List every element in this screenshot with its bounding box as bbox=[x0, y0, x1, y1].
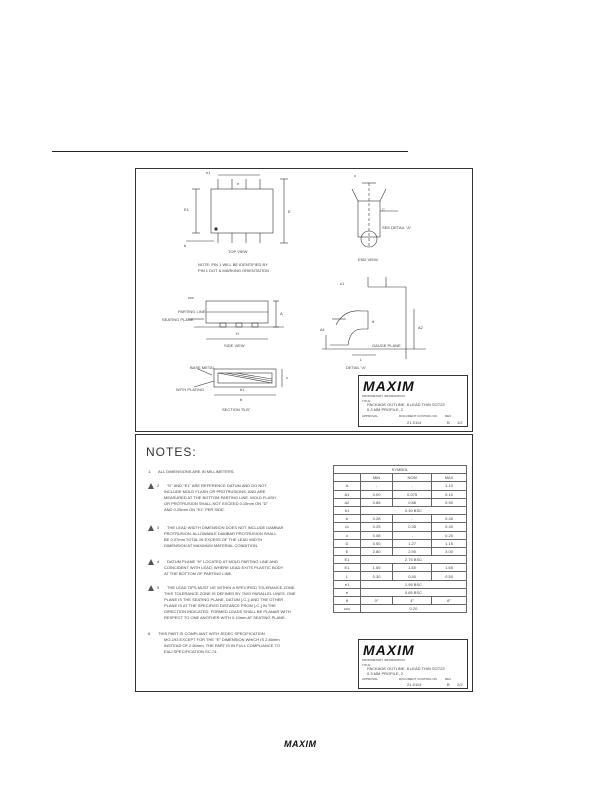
table-cell: 4° bbox=[393, 597, 432, 605]
table-cell: 0.50 bbox=[432, 572, 467, 580]
table-row bbox=[334, 572, 467, 580]
rev-label: REV. bbox=[445, 414, 452, 418]
title-line-2: 0.3 MM PROFILE, 2 bbox=[367, 407, 404, 412]
table-cell: 0° bbox=[360, 597, 392, 605]
table-cell: ccc bbox=[334, 605, 361, 613]
dim-label-a2: A2 bbox=[418, 325, 423, 330]
note-line bbox=[148, 615, 320, 621]
dim-label-theta: θ bbox=[372, 319, 375, 324]
note-text: THE LEAD TIPS MUST LIE WITHIN A SPECIFIED TOLERANCE ZONE. bbox=[167, 585, 296, 591]
side-view-label: SIDE VIEW bbox=[224, 343, 245, 348]
end-view-drawing bbox=[352, 183, 398, 247]
table-row bbox=[334, 498, 467, 506]
table-cell: - bbox=[393, 531, 432, 539]
title-line-1: PACKAGE OUTLINE, 8 LEAD THIN SOT23 bbox=[367, 666, 445, 671]
table-row bbox=[334, 482, 467, 490]
title-block-sheet-2 bbox=[358, 639, 468, 689]
table-cell: 0.90 bbox=[432, 498, 467, 506]
table-cell: A bbox=[334, 482, 361, 490]
table-cell: 0.45 bbox=[432, 515, 467, 523]
doc-control-label: DOCUMENT CONTROL NO. bbox=[399, 414, 438, 418]
table-cell: 2.90 bbox=[393, 547, 432, 555]
end-view-label: END VIEW bbox=[358, 257, 378, 262]
note-text: "D" AND "E1" ARE REFERENCE DATUM AND DO NOT bbox=[167, 483, 267, 489]
note-text: RESPECT TO ONE ANOTHER WITH 0.10mm AT SEATING PLANE. bbox=[164, 615, 286, 621]
table-row bbox=[334, 580, 467, 588]
note-number: 2 bbox=[157, 483, 160, 489]
note-text: MEASURED AT THE BOTTOM PARTING LINE. MOLD FLASH bbox=[164, 495, 276, 501]
table-cell: 0.35 bbox=[393, 523, 432, 531]
doc-control-label: DOCUMENT CONTROL NO. bbox=[399, 677, 438, 681]
table-cell: L bbox=[334, 572, 361, 580]
see-detail-a-label: SEE DETAIL "A" bbox=[382, 225, 412, 230]
base-metal-label: BASE METAL bbox=[190, 365, 215, 370]
top-view-label: TOP VIEW bbox=[228, 249, 248, 254]
note-text: THIS TOLERANCE ZONE IS DEFINED BY TWO PARALLEL LINES. ONE bbox=[164, 591, 296, 597]
note-line bbox=[148, 469, 320, 475]
table-cell: 0.40 bbox=[393, 572, 432, 580]
note-text: THIS PART IS COMPLIANT WITH JEDEC SPECIFICATION bbox=[158, 631, 265, 636]
note-text: AT THE BOTTOM OF PARTING LINE. bbox=[164, 571, 233, 577]
maxim-logo: MAXIM bbox=[363, 378, 415, 394]
table-cell: - bbox=[393, 482, 432, 490]
note-text: DIRECTION INDICATED. FORMED LEADS SHALL BE PLANAR WITH bbox=[164, 609, 291, 615]
dim-label-b: b bbox=[184, 243, 187, 248]
note-number: 4 bbox=[157, 559, 160, 565]
with-plating-label: WITH PLATING bbox=[176, 387, 205, 392]
table-cell: c bbox=[334, 531, 361, 539]
note-text: INCLUDE MOLD FLASH OR PROTRUSIONS, AND ARE bbox=[164, 489, 266, 495]
table-row bbox=[334, 539, 467, 547]
table-cell: 1.65 bbox=[432, 564, 467, 572]
dim-label-e-pitch: e bbox=[237, 181, 240, 186]
dim-label-b1: b1 bbox=[240, 387, 245, 392]
table-cell: 1.10 bbox=[432, 482, 467, 490]
title-line-1: PACKAGE OUTLINE, 8 LEAD THIN SOT23 bbox=[367, 402, 445, 407]
table-cell: c1 bbox=[334, 523, 361, 531]
proprietary-label: PROPRIETARY INFORMATION bbox=[362, 394, 405, 398]
pin1-note-line1: NOTE: PIN 1 WILL BE IDENTIFIED BY bbox=[198, 262, 268, 267]
table-cell: 1.95 BSC bbox=[360, 580, 466, 588]
note-text: PROTRUSION. ALLOWABLE DAMBAR PROTRUSION SHALL bbox=[164, 531, 277, 537]
proprietary-label: PROPRIETARY INFORMATION bbox=[362, 658, 405, 662]
detail-a-label: DETAIL "A" bbox=[346, 365, 367, 370]
table-cell: 0.65 BSC bbox=[360, 588, 466, 596]
title-line-2: 0.3 MM PROFILE, 2 bbox=[367, 671, 404, 676]
dim-label-e1-pitch: e1 bbox=[206, 170, 211, 175]
note-line bbox=[148, 571, 320, 577]
section-bb-label: SECTION "B-B" bbox=[222, 407, 251, 412]
note-line bbox=[148, 649, 320, 655]
table-cell: 0.50 bbox=[360, 539, 392, 547]
note-text: OR PROTRUSION SHALL NOT EXCEED 0.15mm ON "D" bbox=[164, 501, 268, 507]
note-text: ALL DIMENSIONS ARE IN MILLIMETERS. bbox=[158, 469, 235, 474]
note-item bbox=[148, 631, 320, 655]
table-cell: 2.75 BSC bbox=[360, 556, 466, 564]
dim-label-c-section: c bbox=[286, 375, 288, 380]
pin1-note-line2: PIN 1 DOT & MARKING ORIENTATION bbox=[198, 268, 269, 273]
datum-h-label: H bbox=[236, 331, 239, 336]
note-item bbox=[148, 585, 320, 621]
table-cell: 0.28 bbox=[360, 515, 392, 523]
table-header bbox=[334, 474, 361, 482]
approval-label: APPROVAL bbox=[362, 414, 378, 418]
approval-label: APPROVAL bbox=[362, 677, 378, 681]
title-label: TITLE: bbox=[362, 663, 372, 667]
dim-label-a: A bbox=[280, 311, 283, 316]
notes-title: NOTES: bbox=[146, 445, 197, 459]
table-cell: e1 bbox=[334, 580, 361, 588]
rev-value: B bbox=[447, 682, 450, 687]
note-number: 1. bbox=[148, 469, 152, 474]
table-header: MIN bbox=[360, 474, 392, 482]
note-text: PLANE IS THE SEATING PLANE, DATUM [-C-]; AND THE OTHER bbox=[164, 597, 284, 603]
table-row bbox=[334, 564, 467, 572]
table-cell: 0.25 bbox=[360, 523, 392, 531]
note-line bbox=[148, 507, 320, 513]
note-number: 3 bbox=[157, 525, 160, 531]
table-cell: 0.00 bbox=[360, 490, 392, 498]
table-cell: E1 bbox=[334, 564, 361, 572]
table-row bbox=[334, 531, 467, 539]
table-cell: 0.10 bbox=[432, 490, 467, 498]
table-row bbox=[334, 515, 467, 523]
note-number: 5 bbox=[157, 585, 160, 591]
rev-label: REV. bbox=[445, 677, 452, 681]
table-cell: 0.30 BSC bbox=[360, 506, 466, 514]
table-cell: A2 bbox=[334, 498, 361, 506]
table-row bbox=[334, 605, 467, 613]
note-text: PLANE IS AT THE SPECIFIED DISTANCE FROM [-C-] IN THE bbox=[164, 603, 276, 609]
table-cell: b1 bbox=[334, 506, 361, 514]
rev-value: B bbox=[447, 420, 450, 425]
table-cell: 0.85 bbox=[360, 498, 392, 506]
table-cell: - bbox=[360, 482, 392, 490]
package-drawing-sheet-1 bbox=[135, 168, 473, 432]
table-cell: 1.55 bbox=[360, 564, 392, 572]
dim-label-l: L bbox=[360, 357, 363, 362]
table-cell: 0.075 bbox=[393, 490, 432, 498]
table-row bbox=[334, 523, 467, 531]
table-cell: θ bbox=[334, 597, 361, 605]
note-text: AND 0.25mm ON "E1" PER SIDE. bbox=[164, 507, 225, 513]
table-cell: 3.00 bbox=[432, 547, 467, 555]
table-row bbox=[334, 490, 467, 498]
note-item bbox=[148, 469, 320, 475]
dim-label-c: c bbox=[354, 173, 356, 178]
note-text: THE LEAD WIDTH DIMENSION DOES NOT INCLUDE DAMBAR bbox=[167, 525, 284, 531]
table-cell: 0.20 bbox=[360, 605, 466, 613]
table-cell: b bbox=[334, 515, 361, 523]
table-cell: E bbox=[334, 547, 361, 555]
gauge-plane-label: GAUGE PLANE bbox=[372, 343, 401, 348]
table-header: NOM bbox=[393, 474, 432, 482]
title-label: TITLE: bbox=[362, 399, 372, 403]
section-bb-drawing bbox=[194, 369, 282, 395]
sheet-number: 1/2 bbox=[457, 420, 463, 425]
table-cell: - bbox=[393, 515, 432, 523]
table-header: MAX bbox=[432, 474, 467, 482]
table-cell: 0.88 bbox=[393, 498, 432, 506]
note-number: 6. bbox=[148, 631, 152, 636]
table-row bbox=[334, 506, 467, 514]
note-text: INSTEAD OF 2.60mm. THE PART IS IN FULL COMPLIANCE TO bbox=[164, 643, 280, 648]
table-cell: A1 bbox=[334, 490, 361, 498]
note-item bbox=[148, 559, 320, 577]
table-cell: 0.20 bbox=[432, 531, 467, 539]
table-cell: 0.08 bbox=[360, 531, 392, 539]
parting-line-label: PARTING LINE bbox=[178, 309, 206, 314]
table-cell: D bbox=[334, 539, 361, 547]
table-cell: 1.15 bbox=[432, 539, 467, 547]
table-cell: e bbox=[334, 588, 361, 596]
seating-plane-label: SEATING PLANE bbox=[162, 317, 194, 322]
note-text: MO-193 EXCEPT FOR THE "E" DIMENSION WHICH IS 2.80mm bbox=[164, 637, 280, 642]
doc-number: 21-0114 bbox=[407, 682, 422, 687]
table-row bbox=[334, 588, 467, 596]
note-item bbox=[148, 525, 320, 549]
table-row bbox=[334, 597, 467, 605]
package-notes-sheet-2 bbox=[135, 434, 473, 692]
table-cell: E1 bbox=[334, 556, 361, 564]
dim-label-c1: c1 bbox=[340, 281, 345, 286]
maxim-logo: MAXIM bbox=[363, 642, 415, 658]
sheet-number: 2/2 bbox=[457, 682, 463, 687]
footer-maxim-logo: MAXIM bbox=[284, 739, 317, 749]
note-text: EIAJ SPECIFICATION SC-74. bbox=[164, 649, 218, 654]
doc-number: 21-0114 bbox=[407, 420, 422, 425]
table-cell: 1.60 bbox=[393, 564, 432, 572]
table-row bbox=[334, 556, 467, 564]
dim-label-ccc: ccc bbox=[188, 295, 194, 300]
dim-label-a1: A1 bbox=[320, 327, 325, 332]
dim-label-b-section: b bbox=[240, 397, 243, 402]
table-cell: 2.80 bbox=[360, 547, 392, 555]
table-cell: 0.40 bbox=[432, 523, 467, 531]
table-caption: SYMBOL bbox=[334, 466, 467, 474]
note-text: BE 0.07mm TOTAL IN EXCESS OF THE LEAD WIDTH bbox=[164, 537, 263, 543]
dim-label-e1: E1 bbox=[184, 207, 189, 212]
table-cell: 8° bbox=[432, 597, 467, 605]
dimension-table bbox=[333, 465, 467, 613]
note-text: DATUM PLANE "H" LOCATED AT MOLD PARTING LINE AND bbox=[167, 559, 278, 565]
table-cell: 0.30 bbox=[360, 572, 392, 580]
title-block-sheet-1 bbox=[358, 375, 468, 427]
datum-c-label: C bbox=[382, 207, 385, 212]
dim-label-e: E bbox=[288, 209, 291, 214]
section-divider bbox=[52, 151, 408, 152]
note-line bbox=[148, 543, 320, 549]
note-text: COINCIDENT WITH LEAD, WHERE LEAD EXITS PLASTIC BODY bbox=[164, 565, 284, 571]
table-cell: 1.27 bbox=[393, 539, 432, 547]
note-text: DIMENSION AT MAXIMUM MATERIAL CONDITION. bbox=[164, 543, 259, 549]
note-item bbox=[148, 483, 320, 513]
table-row bbox=[334, 547, 467, 555]
